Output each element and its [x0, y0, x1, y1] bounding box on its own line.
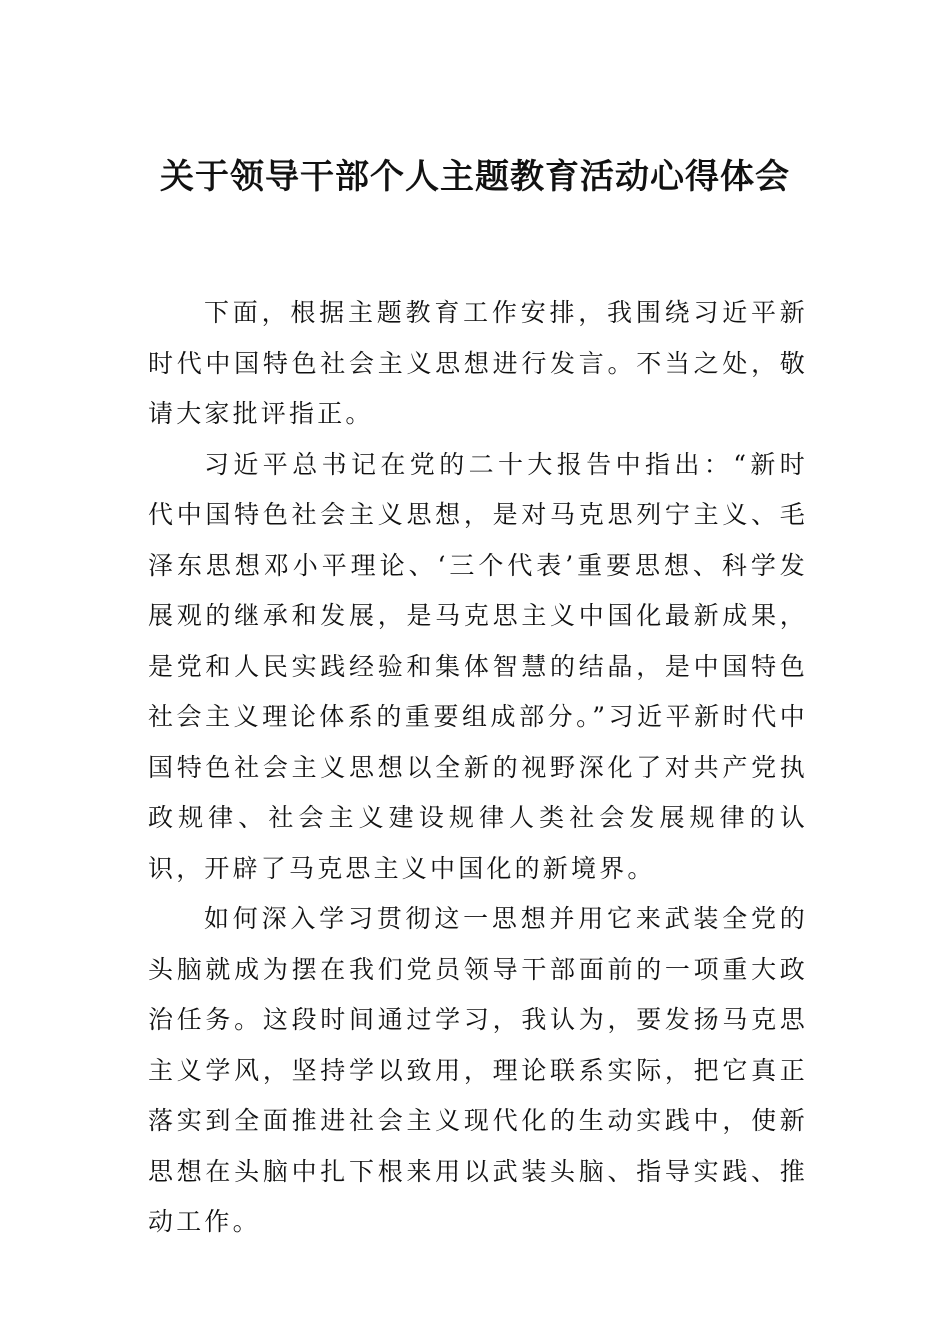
document-body — [148, 288, 808, 1248]
paragraph-intro: 下面，根据主题教育工作安排，我围绕习近平新时代中国特色社会主义思想进行发言。不当之处，敬请大家批评指正。 — [148, 298, 808, 428]
paragraph-study: 如何深入学习贯彻这一思想并用它来武装全党的头脑就成为摆在我们党员领导干部面前的一项重大政治任务。这段时间通过学习，我认为，要发扬马克思主义学风，坚持学以致用，理论联系实际，把它真正落实到全面推进社会主义现代化的生动实践中，使新思想在头脑中扎下根来用以武装头脑、指导实践、推动工作。 — [148, 904, 808, 1236]
document-title: 关于领导干部个人主题教育活动心得体会 — [160, 157, 790, 197]
paragraph-quote: 习近平总书记在党的二十大报告中指出：“新时代中国特色社会主义思想，是对马克思列宁主义、毛泽东思想邓小平理论、‘三个代表’重要思想、科学发展观的继承和发展，是马克思主义中国化最新成果，是党和人民实践经验和集体智慧的结晶，是中国特色社会主义理论体系的重要组成部分。”习近平新时代中国特色社会主义思想以全新的视野深化了对共产党执政规律、社会主义建设规律人类社会发展规律的认识，开辟了马克思主义中国化的新境界。 — [148, 449, 808, 883]
